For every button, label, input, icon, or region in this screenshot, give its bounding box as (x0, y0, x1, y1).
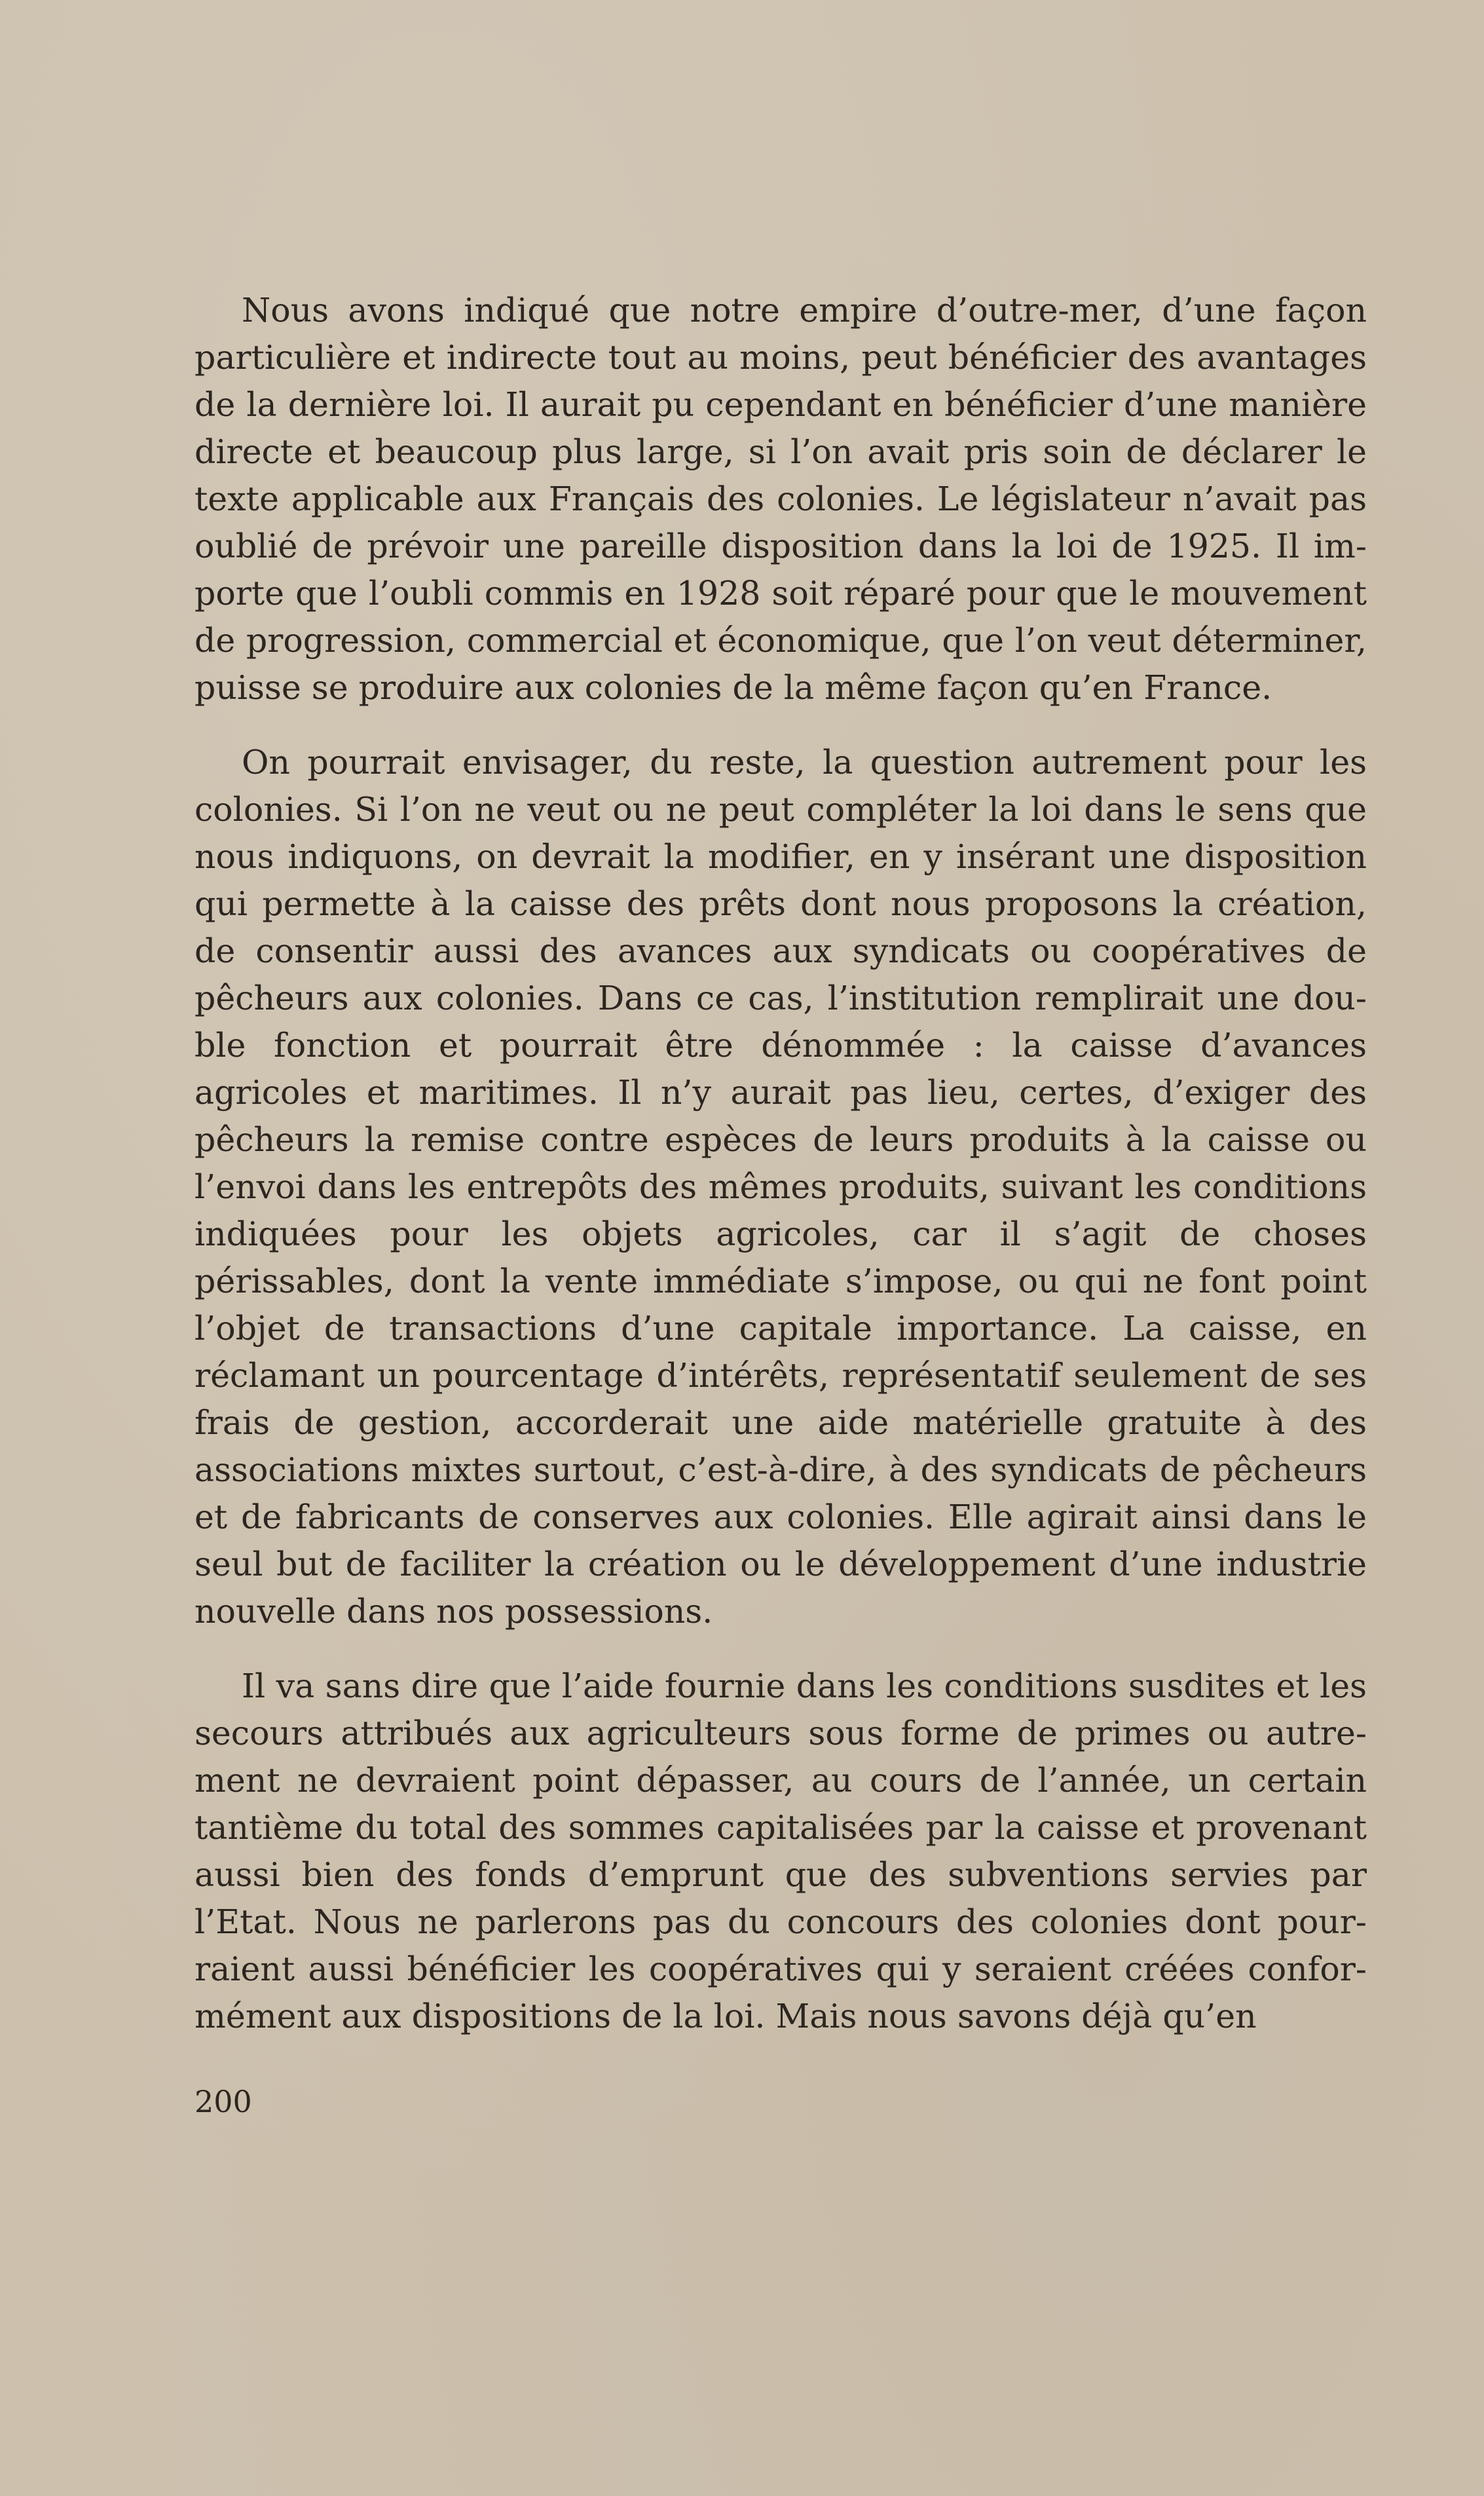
paragraph-1: Nous avons indiqué que notre empire d’outre-mer, d’une façon particulière et indirecte tout au moins, peut bénéficier des avantages de la dernière loi. Il aurait pu cependant en bénéficier d’une manière directe et beaucoup plus large, si l’on avait pris soin de déclarer le texte applicable aux Français des colonies. Le législateur n’avait pas oublié de prévoir une pareille disposition dans la loi de 1925. Il importe que l’oubli commis en 1928 soit réparé pour que le mouvement de progression, commercial et économique, que l’on veut déterminer, puisse se produire aux colonies de la même façon qu’en France. (195, 291, 1367, 707)
page-number: 200 (195, 2084, 252, 2119)
body-text (195, 287, 1367, 2040)
paragraph-3: Il va sans dire que l’aide fournie dans les conditions susdites et les secours attribués aux agriculteurs sous forme de primes ou autrement ne devraient point dépasser, au cours de l’année, un certain tantième du total des sommes capitalisées par la caisse et provenant aussi bien des fonds d’emprunt que des subventions servies par l’Etat. Nous ne parlerons pas du concours des colonies dont pourraient aussi bénéficier les coopératives qui y seraient créées conformément aux dispositions de la loi. Mais nous savons déjà qu’en (195, 1667, 1367, 2035)
paragraph-2: On pourrait envisager, du reste, la question autrement pour les colonies. Si l’on ne veut ou ne peut compléter la loi dans le sens que nous indiquons, on devrait la modifier, en y insérant une disposition qui permette à la caisse des prêts dont nous proposons la création, de consentir aussi des avances aux syndicats ou coopératives de pêcheurs aux colonies. Dans ce cas, l’institution remplirait une double fonction et pourrait être dénommée : la caisse d’avances agricoles et maritimes. Il n’y aurait pas lieu, certes, d’exiger des pêcheurs la remise contre espèces de leurs produits à la caisse ou l’envoi dans les entrepôts des mêmes produits, suivant les conditions indiquées pour les objets agricoles, car il s’agit de choses périssables, dont la vente immédiate s’impose, ou qui ne font point l’objet de transactions d’une capitale importance. La caisse, en réclamant un pourcentage d’intérêts, représentatif seulement de ses frais de gestion, accorderait une aide matérielle gratuite à des associations mixtes surtout, c’est-à-dire, à des syndicats de pêcheurs et de fabricants de conserves aux colonies. Elle agirait ainsi dans le seul but de faciliter la création ou le développement d’une industrie nouvelle dans nos possessions. (195, 743, 1367, 1631)
